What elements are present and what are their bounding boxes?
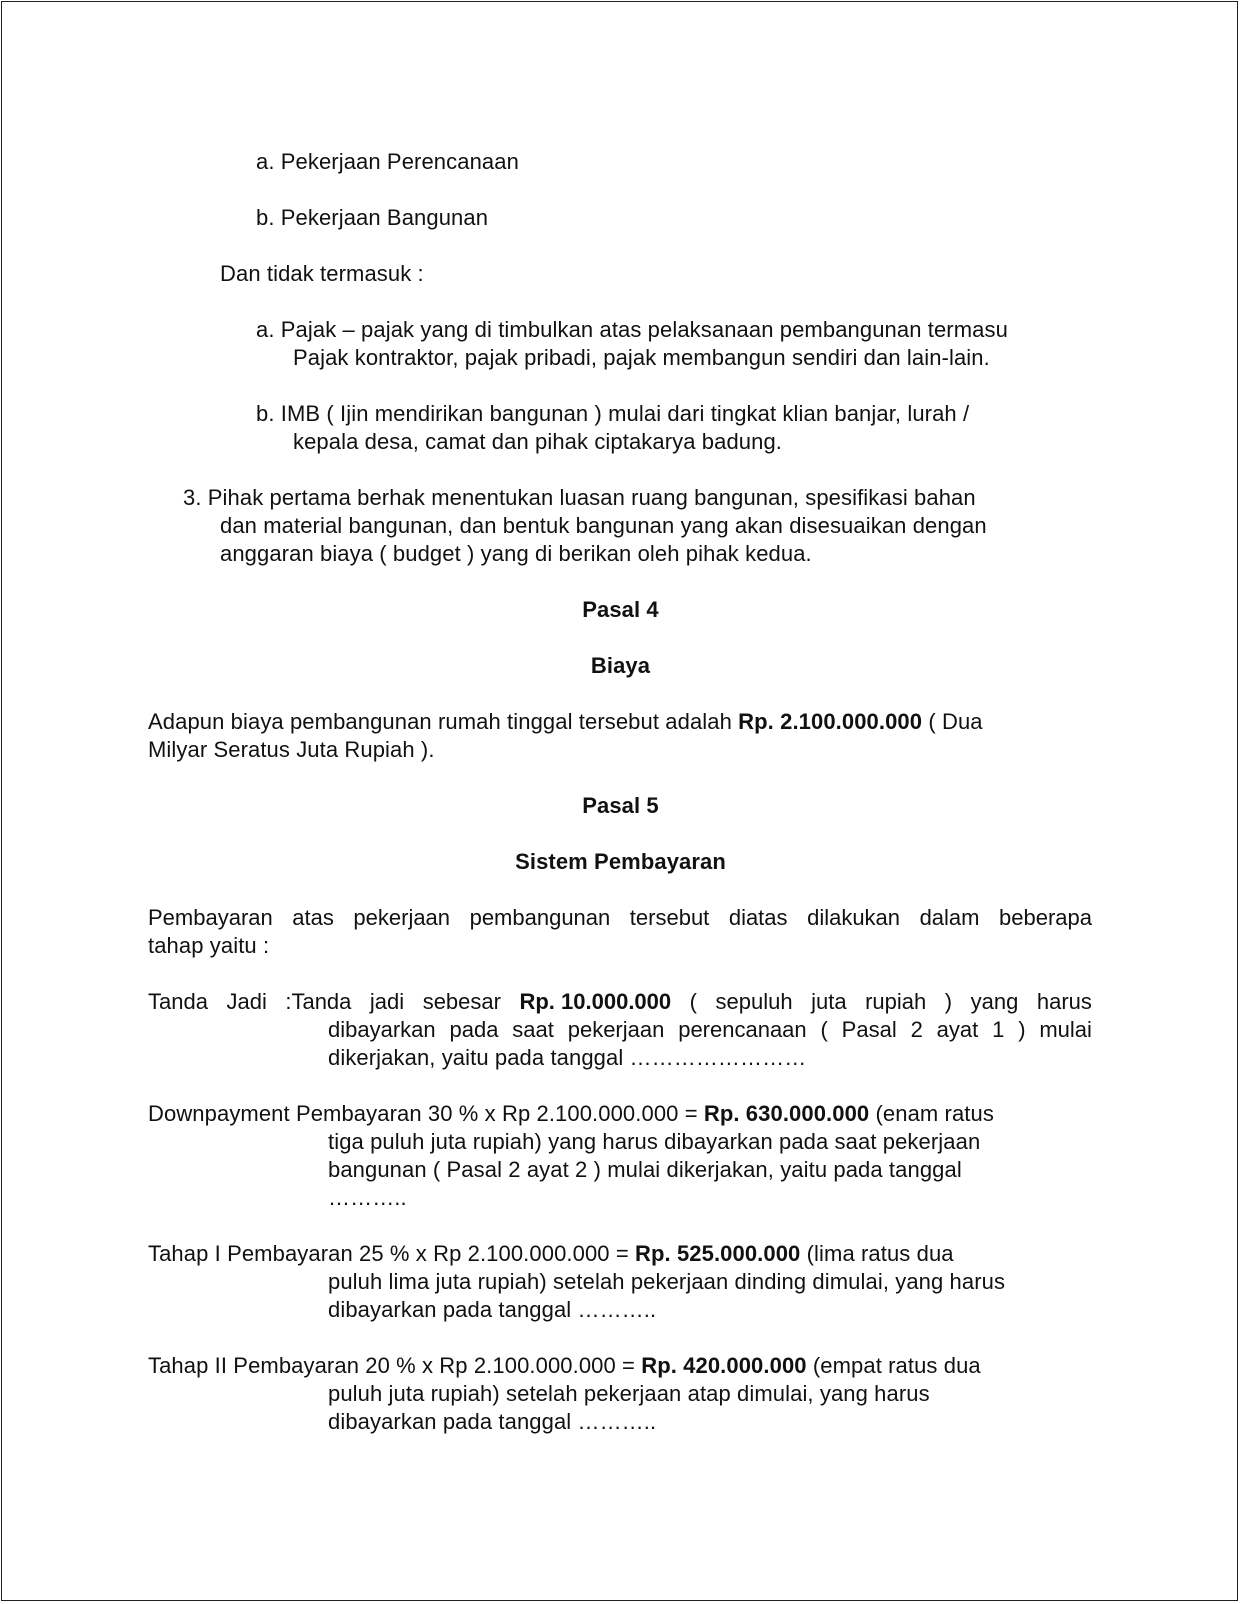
- tahap1-amount: Rp. 525.000.000: [635, 1241, 801, 1266]
- pasal4-line1-post: ( Dua: [922, 709, 983, 734]
- pasal5-title: Sistem Pembayaran: [515, 849, 726, 874]
- pasal4-line1-text: Adapun biaya pembangunan rumah tinggal tersebut adalah: [148, 709, 739, 734]
- tj-word: :Tanda: [285, 989, 352, 1014]
- tj2-word: pekerjaan: [567, 1017, 665, 1042]
- tahap2-post: (empat ratus dua: [806, 1353, 981, 1378]
- downpayment-line3: bangunan ( Pasal 2 ayat 2 ) mulai dikerjakan, yaitu pada tanggal: [328, 1157, 962, 1182]
- tanda-jadi-line1: [148, 988, 1092, 1016]
- tanda-jadi-line2: [328, 1016, 1092, 1044]
- tanda-jadi-amount: Rp. 10.000.000: [519, 989, 672, 1014]
- downpayment-line1: [148, 1100, 994, 1128]
- tj2-word: 1: [992, 1017, 1005, 1042]
- downpayment-amount: Rp. 630.000.000: [703, 1101, 870, 1126]
- intro-word: dalam: [919, 905, 980, 930]
- pasal5-intro-line1: [148, 904, 1092, 932]
- tj-word: harus: [1036, 989, 1092, 1014]
- tahap2-line3: dibayarkan pada tanggal ………..: [328, 1409, 657, 1434]
- exclusion-a-line2: Pajak kontraktor, pajak pribadi, pajak membangun sendiri dan lain-lain.: [293, 345, 990, 370]
- intro-word: diatas: [728, 905, 788, 930]
- item3-line3: anggaran biaya ( budget ) yang di berikan oleh pihak kedua.: [220, 541, 812, 566]
- pasal4-title: Biaya: [590, 653, 651, 678]
- tj2-word: ): [1018, 1017, 1026, 1042]
- exclusion-b-line1: b. IMB ( Ijin mendirikan bangunan ) mulai dari tingkat klian banjar, lurah /: [256, 401, 970, 426]
- intro-word: beberapa: [999, 905, 1092, 930]
- tj-word: ): [944, 989, 953, 1014]
- pasal5-intro-line2: tahap yaitu :: [148, 933, 270, 958]
- tj2-word: dibayarkan: [328, 1017, 436, 1042]
- tj-word: Jadi: [226, 989, 267, 1014]
- tahap1-post: (lima ratus dua: [800, 1241, 954, 1266]
- intro-word: Pembayaran: [148, 905, 273, 930]
- tj2-word: Pasal: [841, 1017, 897, 1042]
- tahap2-text: Tahap II Pembayaran 20 % x Rp 2.100.000.000 =: [148, 1353, 642, 1378]
- tj2-word: mulai: [1039, 1017, 1092, 1042]
- exclusions-heading: Dan tidak termasuk :: [220, 261, 424, 286]
- tahap2-amount: Rp. 420.000.000: [641, 1353, 807, 1378]
- tj-word: sebesar: [422, 989, 501, 1014]
- item3-line2: dan material bangunan, dan bentuk bangunan yang akan disesuaikan dengan: [220, 513, 987, 538]
- tj-word: sepuluh: [715, 989, 793, 1014]
- downpayment-text: Downpayment Pembayaran 30 % x Rp 2.100.000.000 =: [148, 1101, 704, 1126]
- list-item-b: b. Pekerjaan Bangunan: [256, 205, 489, 230]
- intro-word: pembangunan: [469, 905, 611, 930]
- tj2-word: (: [820, 1017, 828, 1042]
- tahap1-line2: puluh lima juta rupiah) setelah pekerjaan dinding dimulai, yang harus: [328, 1269, 1006, 1294]
- tj-word: (: [689, 989, 697, 1014]
- intro-word: atas: [292, 905, 334, 930]
- tanda-jadi-line3: dikerjakan, yaitu pada tanggal ……………………: [328, 1045, 807, 1070]
- tj2-word: perencanaan: [678, 1017, 807, 1042]
- tj2-word: ayat: [936, 1017, 979, 1042]
- tj2-word: saat: [512, 1017, 554, 1042]
- tahap1-line1: [148, 1240, 954, 1268]
- tj-word: rupiah: [865, 989, 927, 1014]
- downpayment-line4: ………..: [328, 1185, 407, 1210]
- tj-word: juta: [811, 989, 847, 1014]
- list-item-a: a. Pekerjaan Perencanaan: [256, 149, 519, 174]
- tahap2-line2: puluh juta rupiah) setelah pekerjaan atap dimulai, yang harus: [328, 1381, 930, 1406]
- tahap1-line3: dibayarkan pada tanggal ………..: [328, 1297, 657, 1322]
- item3-line1: 3. Pihak pertama berhak menentukan luasan ruang bangunan, spesifikasi bahan: [183, 485, 976, 510]
- exclusion-a-line1: a. Pajak – pajak yang di timbulkan atas pelaksanaan pembangunan termasu: [256, 317, 1008, 342]
- pasal4-line2: Milyar Seratus Juta Rupiah ).: [148, 737, 435, 762]
- tj-word: yang: [970, 989, 1019, 1014]
- pasal4-number: Pasal 4: [582, 597, 659, 622]
- downpayment-post: (enam ratus: [869, 1101, 994, 1126]
- downpayment-line2: tiga puluh juta rupiah) yang harus dibayarkan pada saat pekerjaan: [328, 1129, 981, 1154]
- tj2-word: 2: [910, 1017, 923, 1042]
- tj-word: jadi: [369, 989, 405, 1014]
- tj-word: Tanda: [148, 989, 208, 1014]
- tahap1-text: Tahap I Pembayaran 25 % x Rp 2.100.000.000 =: [148, 1241, 635, 1266]
- tahap2-line1: [148, 1352, 981, 1380]
- pasal4-amount: Rp. 2.100.000.000: [738, 709, 923, 734]
- tj2-word: pada: [449, 1017, 499, 1042]
- intro-word: pekerjaan: [353, 905, 451, 930]
- pasal4-line1: [148, 708, 983, 736]
- exclusion-b-line2: kepala desa, camat dan pihak ciptakarya badung.: [293, 429, 783, 454]
- pasal5-number: Pasal 5: [582, 793, 659, 818]
- intro-word: tersebut: [629, 905, 710, 930]
- intro-word: dilakukan: [807, 905, 901, 930]
